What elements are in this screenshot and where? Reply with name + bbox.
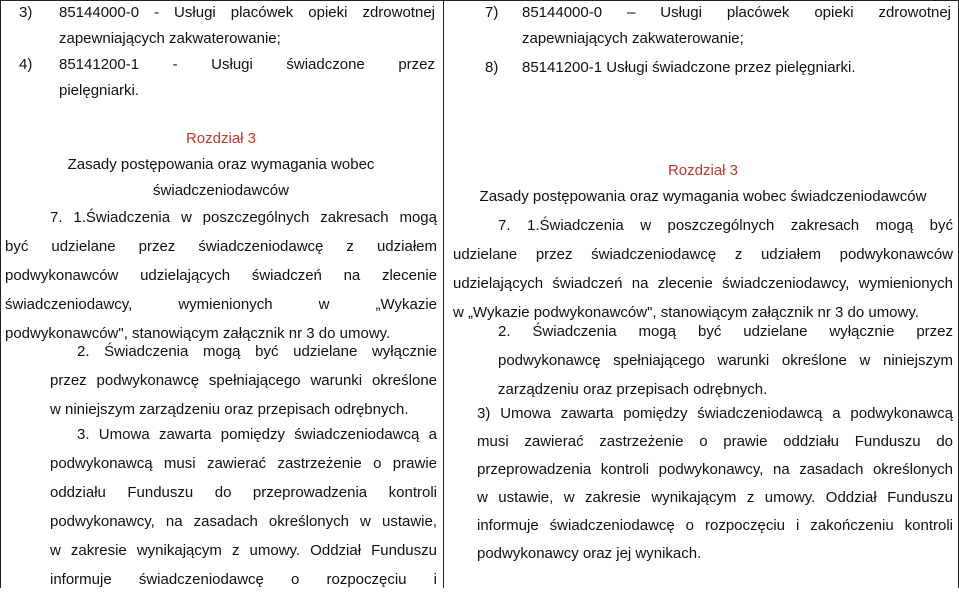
chapter-title: Rozdział 3	[667, 162, 739, 179]
paragraph-line: świadczeniodawcy, wymienionych w „Wykazie	[5, 296, 437, 313]
paragraph-line: udzielane przez świadczeniodawcę z udziałem podwykonawców	[453, 246, 953, 263]
paragraph-line: być udzielane przez świadczeniodawcę z udziałem	[5, 238, 437, 255]
paragraph-line: w ustawie, w zakresie wynikającym z umowy. Oddział Funduszu	[477, 489, 953, 506]
paragraph-line: musi zawierać zastrzeżenie o prawie oddziału Funduszu do	[477, 433, 953, 450]
paragraph-line: 7. 1.Świadczenia w poszczególnych zakresach mogą być	[498, 217, 953, 234]
paragraph-line: 2. Świadczenia mogą być udzielane wyłącznie	[77, 343, 437, 360]
section-heading: Zasady postępowania oraz wymagania wobec	[67, 156, 375, 173]
section-heading: świadczeniodawców	[153, 182, 289, 199]
paragraph-line: podwykonawcy oraz jej wynikach.	[477, 545, 702, 562]
list-item-text: pielęgniarki.	[59, 82, 140, 99]
list-item-text: zapewniających zakwaterowanie;	[59, 30, 281, 47]
list-item-text: 85141200-1 - Usługi świadczone przez	[59, 56, 435, 73]
list-item-text: zapewniających zakwaterowanie;	[522, 30, 744, 47]
paragraph-line: informuje świadczeniodawcę o rozpoczęciu i	[50, 571, 437, 588]
paragraph-line: udzielających świadczeń na zlecenie świadczeniodawcy, wymienionych	[453, 275, 953, 292]
list-item-text: 85144000-0 - Usługi placówek opieki zdrowotnej	[59, 4, 435, 21]
list-number: 3)	[19, 4, 33, 21]
table-left-border	[0, 0, 1, 588]
paragraph-line: podwykonawców udzielających świadczeń na zlecenie	[5, 267, 437, 284]
section-heading: Zasady postępowania oraz wymagania wobec świadczeniodawców	[479, 188, 927, 205]
list-number: 8)	[485, 59, 499, 76]
list-number: 7)	[485, 4, 499, 21]
paragraph-line: podwykonawcy, na zasadach określonych w ustawie,	[50, 513, 437, 530]
column-divider	[443, 0, 444, 588]
chapter-title: Rozdział 3	[185, 130, 257, 147]
paragraph-line: w „Wykazie podwykonawców", stanowiącym załącznik nr 3 do umowy.	[453, 304, 919, 321]
paragraph-line: podwykonawcą musi zawierać zastrzeżenie o prawie	[50, 455, 437, 472]
paragraph-line: 2. Świadczenia mogą być udzielane wyłącznie przez	[498, 323, 953, 340]
list-item-text: 85144000-0 – Usługi placówek opieki zdrowotnej	[522, 4, 951, 21]
paragraph-line: 7. 1.Świadczenia w poszczególnych zakresach mogą	[50, 209, 437, 226]
paragraph-line: 3) Umowa zawarta pomiędzy świadczeniodawcą a podwykonawcą	[477, 405, 953, 422]
paragraph-line: 3. Umowa zawarta pomiędzy świadczeniodawcą a	[77, 426, 437, 443]
paragraph-line: podwykonawców", stanowiącym załącznik nr 3 do umowy.	[5, 325, 391, 342]
paragraph-line: informuje świadczeniodawcę o rozpoczęciu i zakończeniu kontroli	[477, 517, 953, 534]
paragraph-line: przez podwykonawcę spełniającego warunki określone	[50, 372, 437, 389]
paragraph-line: oddziału Funduszu do przeprowadzenia kontroli	[50, 484, 437, 501]
list-number: 4)	[19, 56, 33, 73]
paragraph-line: w niniejszym zarządzeniu oraz przepisach odrębnych.	[50, 401, 409, 418]
paragraph-line: zarządzeniu oraz przepisach odrębnych.	[498, 381, 768, 398]
paragraph-line: podwykonawcę spełniającego warunki określone w niniejszym	[498, 352, 953, 369]
paragraph-line: przeprowadzenia kontroli podwykonawcy, na zasadach określonych	[477, 461, 953, 478]
paragraph-line: w zakresie wynikającym z umowy. Oddział Funduszu	[50, 542, 437, 559]
list-item-text: 85141200-1 Usługi świadczone przez pielęgniarki.	[522, 59, 856, 76]
